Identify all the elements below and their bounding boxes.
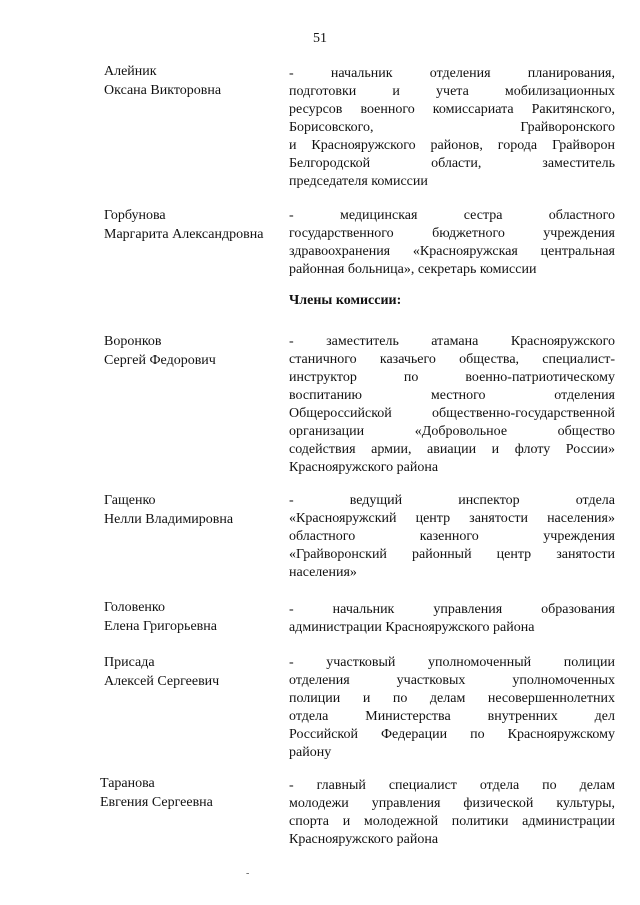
position-line: организации «Добровольное общество xyxy=(289,424,615,439)
member-surname: Алейник xyxy=(104,64,157,79)
member-position xyxy=(289,333,615,477)
position-line: Краснояружского района xyxy=(289,460,439,475)
position-line: полиции и по делам несовершеннолетних xyxy=(289,691,615,706)
member-position xyxy=(289,601,615,637)
member-position xyxy=(289,492,615,582)
position-line: Общероссийской общественно-государственной xyxy=(289,406,615,421)
member-given-names: Оксана Викторовна xyxy=(104,83,222,98)
position-line: спорта и молодежной политики администрации xyxy=(289,814,615,829)
member-name xyxy=(104,653,294,691)
member-position xyxy=(289,654,615,762)
member-name xyxy=(104,491,294,529)
position-line: - начальник отделения планирования, xyxy=(289,66,615,81)
position-line: администрации Краснояружского района xyxy=(289,620,535,635)
position-line: отдела Министерства внутренних дел xyxy=(289,709,615,724)
member-surname: Таранова xyxy=(100,776,155,791)
position-line: государственного бюджетного учреждения xyxy=(289,226,615,241)
position-line: - медицинская сестра областного xyxy=(289,208,615,223)
member-position xyxy=(289,207,615,279)
position-line: воспитанию местного отделения xyxy=(289,388,615,403)
position-line: населения» xyxy=(289,565,357,580)
position-line: - главный специалист отдела по делам xyxy=(289,778,615,793)
position-line: содействия армии, авиации и флоту России» xyxy=(289,442,615,457)
position-line: району xyxy=(289,745,332,760)
member-position xyxy=(289,65,615,191)
position-line: - участковый уполномоченный полиции xyxy=(289,655,615,670)
member-given-names: Елена Григорьевна xyxy=(104,619,217,634)
position-line: инструктор по военно-патриотическому xyxy=(289,370,615,385)
section-heading: Члены комиссии: xyxy=(289,293,402,308)
member-name xyxy=(104,598,294,636)
position-line: - начальник управления образования xyxy=(289,602,615,617)
position-line: - ведущий инспектор отдела xyxy=(289,493,615,508)
position-line: станичного казачьего общества, специалист- xyxy=(289,352,615,367)
member-name xyxy=(104,206,294,244)
position-line: районная больница», секретарь комиссии xyxy=(289,262,537,277)
member-given-names: Нелли Владимировна xyxy=(104,512,234,527)
position-line: отделения участковых уполномоченных xyxy=(289,673,615,688)
position-line: Борисовского, Грайворонского xyxy=(289,120,615,135)
position-line: - заместитель атамана Краснояружского xyxy=(289,334,615,349)
position-line: Российской Федерации по Краснояружскому xyxy=(289,727,615,742)
member-surname: Горбунова xyxy=(104,208,166,223)
member-position xyxy=(289,777,615,849)
position-line: и Краснояружского районов, города Грайворон xyxy=(289,138,615,153)
position-line: Белгородской области, заместитель xyxy=(289,156,615,171)
member-given-names: Евгения Сергеевна xyxy=(100,795,213,810)
member-surname: Присада xyxy=(104,655,155,670)
page-number: 51 xyxy=(313,31,327,46)
member-surname: Головенко xyxy=(104,600,165,615)
member-given-names: Алексей Сергеевич xyxy=(104,674,220,689)
position-line: ресурсов военного комиссариата Ракитянского, xyxy=(289,102,615,117)
member-name xyxy=(104,62,294,100)
position-line: председателя комиссии xyxy=(289,174,428,189)
member-name xyxy=(104,332,294,370)
position-line: «Грайворонский районный центр занятости xyxy=(289,547,615,562)
scan-mark: - xyxy=(246,868,250,879)
position-line: молодежи управления физической культуры, xyxy=(289,796,615,811)
position-line: «Краснояружский центр занятости населения» xyxy=(289,511,615,526)
member-given-names: Сергей Федорович xyxy=(104,353,216,368)
position-line: подготовки и учета мобилизационных xyxy=(289,84,615,99)
position-line: Краснояружского района xyxy=(289,832,439,847)
position-line: здравоохранения «Краснояружская центральная xyxy=(289,244,615,259)
member-name xyxy=(100,774,290,812)
member-surname: Гащенко xyxy=(104,493,156,508)
member-surname: Воронков xyxy=(104,334,162,349)
member-given-names: Маргарита Александровна xyxy=(104,227,264,242)
position-line: областного казенного учреждения xyxy=(289,529,615,544)
